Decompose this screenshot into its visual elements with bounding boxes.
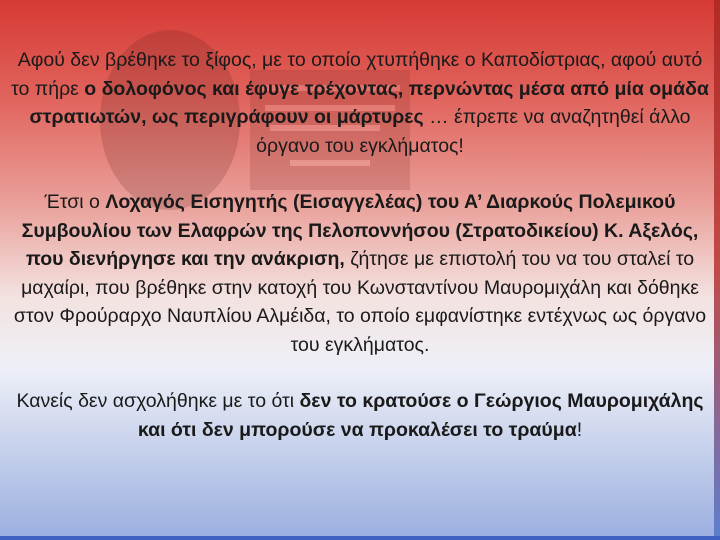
paragraph-1-text-start: Αφού δεν βρέθηκε το ξίφος, με το οποίο χτυπήθηκε ο Καποδίστριας, αφού αυτό το πήρε [11,49,703,100]
paragraph-1-text-end: … έπρεπε να αναζητηθεί άλλο όργανο του εγκλήματος! [256,106,691,157]
paragraph-3-bold: δεν το κρατούσε ο Γεώργιος Μαυρομιχάλης και ότι δεν μπορούσε να προκαλέσει το τραύμα [137,390,704,441]
paragraph-1 [8,46,712,160]
slide-right-border [714,0,720,540]
paragraph-3 [8,387,712,444]
paragraph-2-text-end: ζήτησε με επιστολή του να του σταλεί το μαχαίρι, που βρέθηκε στην κατοχή του Κωνσταντίνου Μαυρομιχάλη και δόθηκε στον Φρούραρχο Ναυπλίου Αλμέιδα, το οποίο εμφανίστηκε εντέχνως ως όργανο του εγκλήματος. [13,248,707,356]
slide-bottom-border [0,536,720,540]
paragraph-2-text-start: Έτσι ο [44,191,106,213]
paragraph-3-text-start: Κανείς δεν ασχολήθηκε με το ότι [16,390,300,412]
paragraph-2 [8,188,712,359]
paragraph-3-text-end: ! [576,418,583,441]
paragraph-1-bold: ο δολοφόνος και έφυγε τρέχοντας, περνώντας μέσα από μία ομάδα στρατιωτών, ως περιγράφουν οι μάρτυρες [29,77,709,128]
paragraph-2-bold: Λοχαγός Εισηγητής (Εισαγγελέας) του Α’ Διαρκούς Πολεμικού Συμβουλίου των Ελαφρών της Πελοποννήσου (Στρατοδικείου) Κ. Αξελός, που διενήργησε και την ανάκριση, [21,191,699,270]
slide-text-body [8,46,712,444]
